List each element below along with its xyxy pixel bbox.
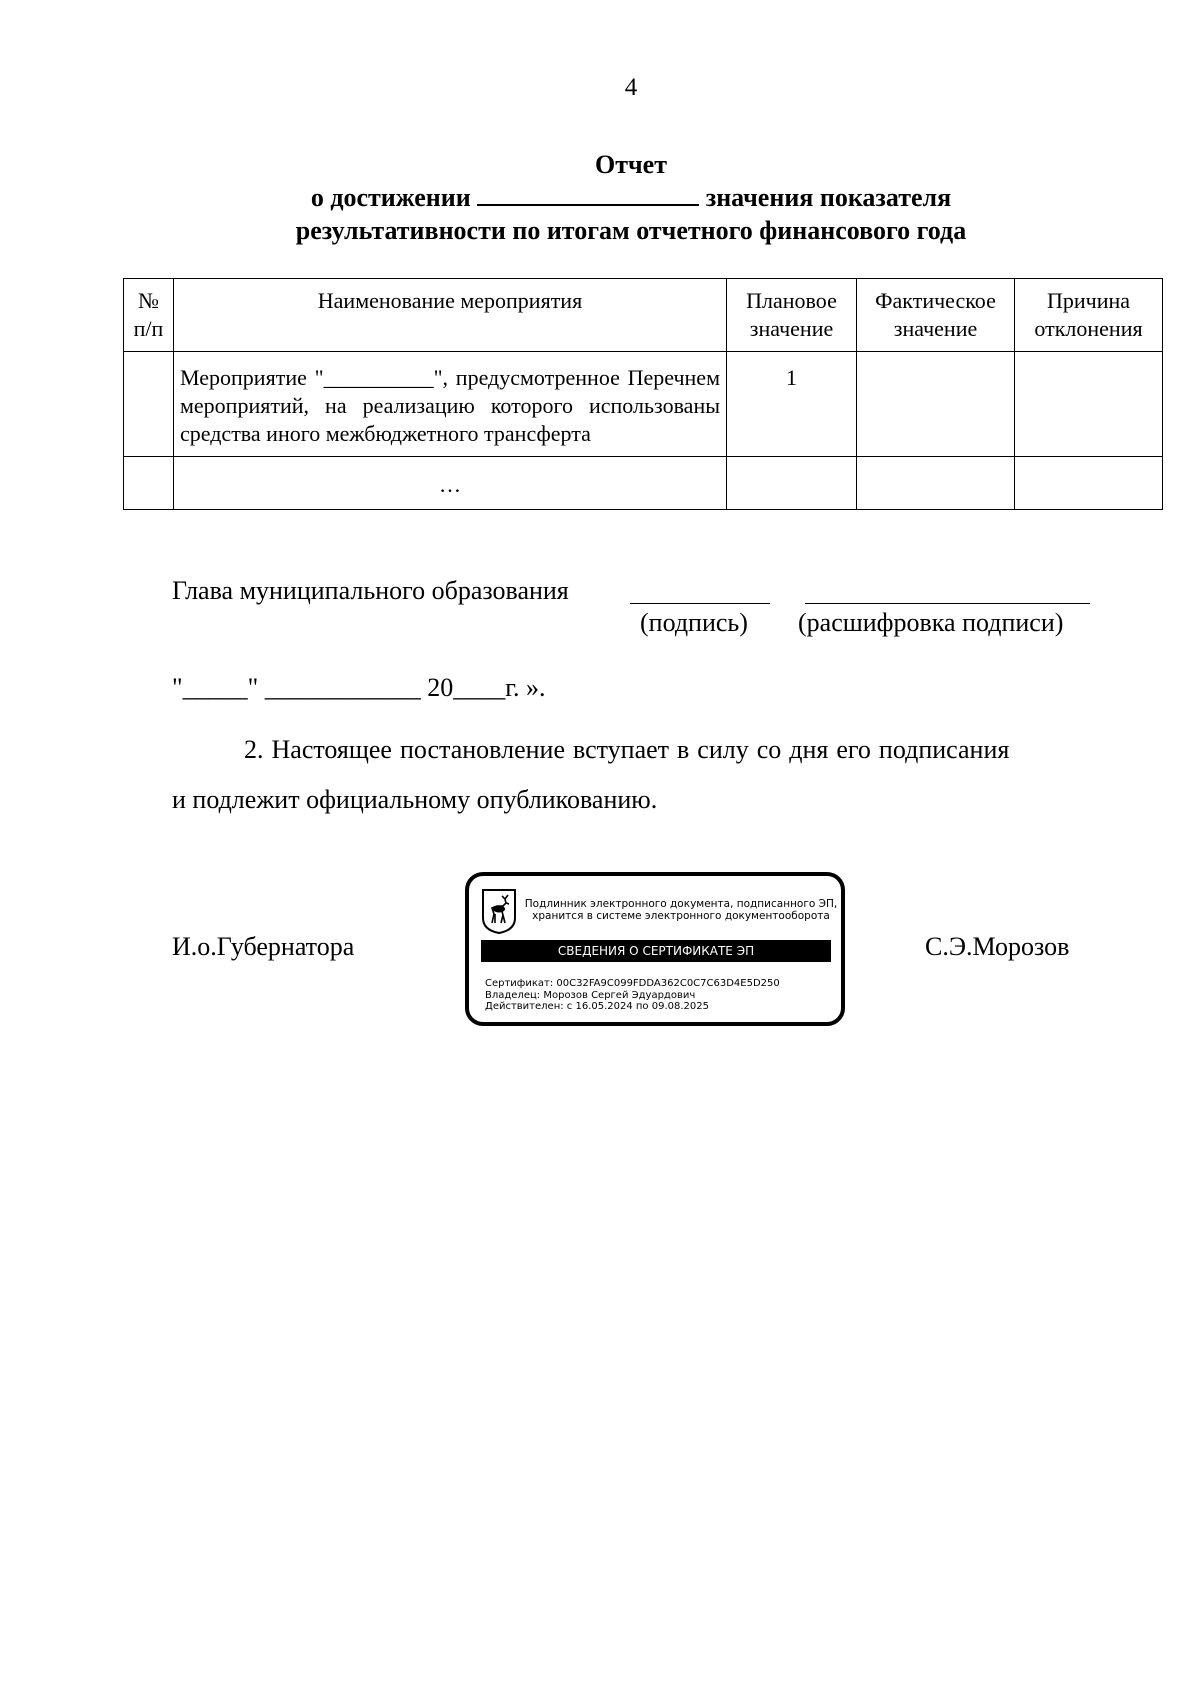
stamp-header — [521, 898, 841, 922]
signature-caption: (подпись) — [640, 608, 748, 637]
cell-fact — [857, 352, 1015, 457]
page-number: 4 — [624, 74, 638, 101]
stamp-header-line-2: хранится в системе электронного документооборота — [532, 910, 830, 922]
header-num: № п/п — [124, 279, 174, 352]
head-label: Глава муниципального образования — [172, 576, 569, 605]
subtitle-before: о достижении — [310, 183, 471, 212]
electronic-signature-stamp — [465, 872, 845, 1026]
subtitle-after: значения показателя — [705, 183, 952, 212]
signatory-name: С.Э.Морозов — [925, 932, 1070, 961]
cell-num — [124, 352, 174, 457]
table-row — [124, 352, 1163, 457]
stamp-bar: СВЕДЕНИЯ О СЕРТИФИКАТЕ ЭП — [481, 940, 831, 962]
signatory-position: И.о.Губернатора — [172, 932, 355, 961]
stamp-details — [485, 978, 780, 1013]
cell-num — [124, 457, 174, 510]
paragraph-line-1: 2. Настоящее постановление вступает в силу со дня его подписания — [244, 735, 1010, 764]
stamp-certificate: Сертификат: 00C32FA9C099FDDA362C0C7C63D4E5D250 — [485, 978, 780, 989]
date-line: "_____" ____________ 20____г. ». — [172, 673, 546, 702]
cell-reason — [1015, 352, 1163, 457]
header-reason: Причина отклонения — [1015, 279, 1163, 352]
report-subtitle-line-2: результативности по итогам отчетного финансового года — [295, 216, 967, 245]
cell-name: … — [174, 457, 727, 510]
decoding-caption: (расшифровка подписи) — [798, 608, 1064, 637]
table-header-row — [124, 279, 1163, 352]
header-fact: Фактическое значение — [857, 279, 1015, 352]
report-table — [123, 278, 1163, 510]
deer-emblem-icon — [481, 888, 517, 934]
report-subtitle-line — [0, 181, 1200, 215]
cell-reason — [1015, 457, 1163, 510]
cell-plan: 1 — [727, 352, 857, 457]
report-title: Отчет — [595, 150, 667, 179]
stamp-valid: Действителен: с 16.05.2024 по 09.08.2025 — [485, 1001, 709, 1012]
signature-line — [630, 603, 770, 604]
stamp-owner: Владелец: Морозов Сергей Эдуардович — [485, 989, 696, 1001]
cell-name: Мероприятие "__________", предусмотренное Перечнем мероприятий, на реализацию которого использованы средства иного межбюджетного трансферта — [174, 352, 727, 457]
paragraph-line-2: и подлежит официальному опубликованию. — [172, 785, 658, 814]
header-plan: Плановое значение — [727, 279, 857, 352]
cell-plan — [727, 457, 857, 510]
subtitle-blank — [477, 182, 699, 206]
stamp-header-line-1: Подлинник электронного документа, подписанного ЭП, — [524, 898, 838, 910]
header-name: Наименование мероприятия — [174, 279, 727, 352]
cell-fact — [857, 457, 1015, 510]
table-row — [124, 457, 1163, 510]
decoding-line — [805, 603, 1090, 604]
